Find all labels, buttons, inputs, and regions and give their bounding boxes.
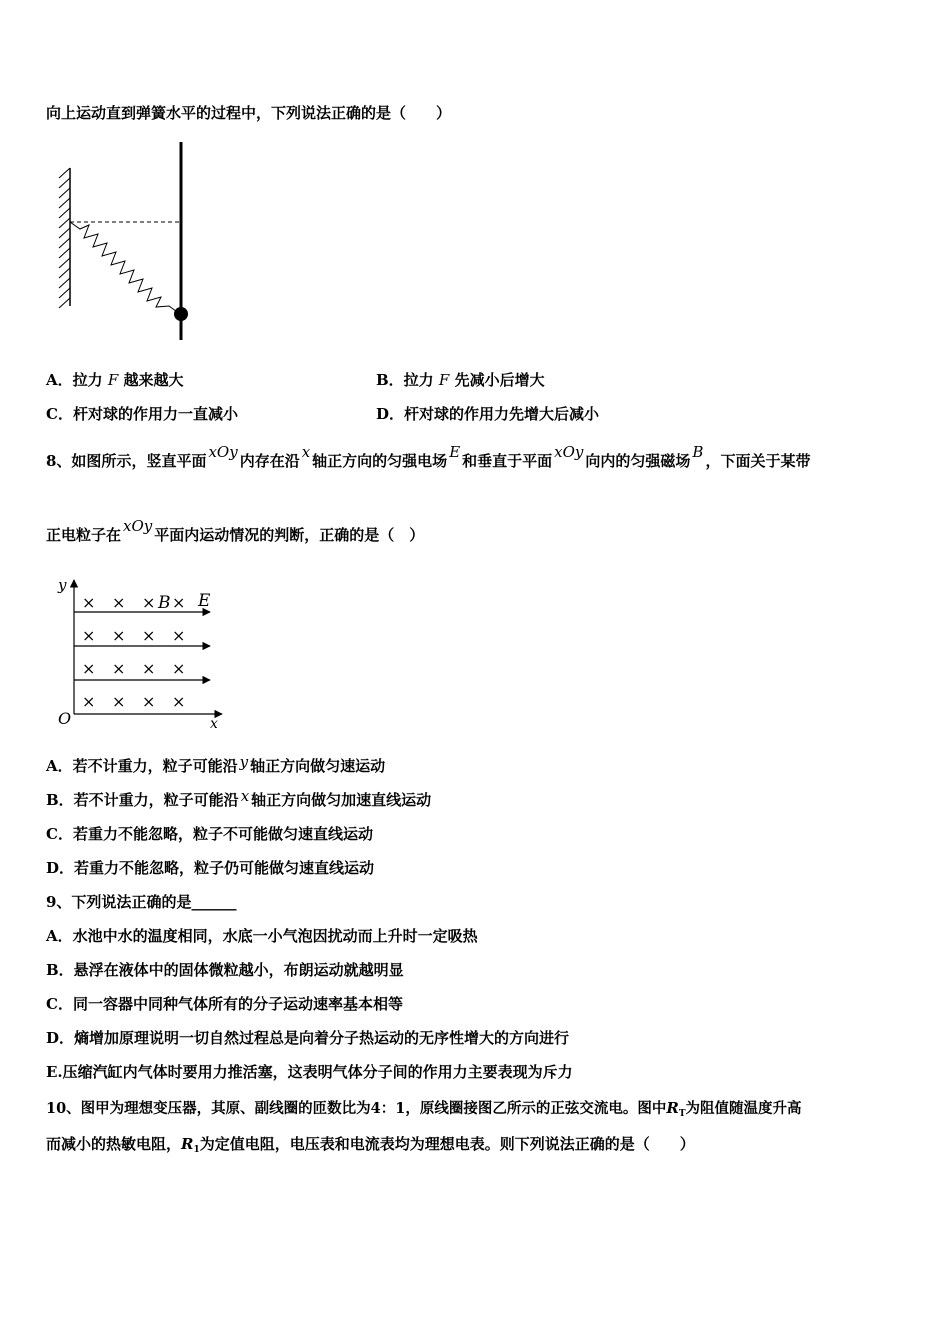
cross: ×: [82, 659, 96, 678]
label-B: B: [158, 593, 171, 613]
q9-option-c: C．同一容器中同种气体所有的分子运动速率基本相等: [46, 995, 403, 1013]
label-E: E: [198, 591, 211, 611]
cross: ×: [172, 659, 186, 678]
label-O: O: [58, 709, 72, 728]
cross: ×: [172, 692, 186, 711]
q8-option-b: B．若不计重力，粒子可能沿 x 轴正方向做匀加速直线运动: [46, 787, 432, 809]
q8-option-a: A．若不计重力，粒子可能沿 y 轴正方向做匀速运动: [46, 753, 386, 775]
cross: ×: [112, 659, 126, 678]
cross: ×: [82, 692, 96, 711]
cross: ×: [142, 593, 156, 612]
cross: ×: [82, 593, 96, 612]
q9-option-d: D．熵增加原理说明一切自然过程总是向着分子热运动的无序性增大的方向进行: [46, 1029, 570, 1047]
q10-stem-line1: 10、图甲为理想变压器，其原、副线圈的匝数比为4：1，原线圈接图乙所示的正弦交流电。图中$R_T$为阻值随温度升高: [46, 1099, 802, 1119]
cross: ×: [82, 626, 96, 645]
wall-hatching: [59, 168, 70, 308]
cross: ×: [172, 593, 186, 612]
cross: ×: [142, 626, 156, 645]
q8-stem-line1: 8、如图所示，竖直平面 xOy 内存在沿 x 轴正方向的匀强电场 E 和垂直于平面 xOy 向内的匀强磁场 B ，下面关于某带: [46, 443, 811, 470]
cross: ×: [142, 659, 156, 678]
q10-stem-line2: 而减小的热敏电阻，$R_1$为定值电阻，电压表和电流表均为理想电表。则下列说法正确的是（ ）: [46, 1135, 695, 1155]
q9-option-b: B．悬浮在液体中的固体微粒越小，布朗运动就越明显: [46, 961, 404, 979]
label-x: x: [210, 716, 218, 732]
q8-stem-line2: 正电粒子在 xOy 平面内运动情况的判断，正确的是（ ）: [46, 517, 425, 544]
q7-option-b: B．拉力 F 先减小后增大: [376, 371, 545, 389]
cross: ×: [112, 626, 126, 645]
q8-field-figure: [54, 574, 234, 734]
q9-option-e: E.压缩汽缸内气体时要用力推活塞，这表明气体分子间的作用力主要表现为斥力: [46, 1063, 573, 1081]
spring: [70, 222, 180, 314]
q7-option-a: A．拉力 F 越来越大: [46, 371, 184, 389]
cross: ×: [112, 593, 126, 612]
ball: [174, 307, 188, 321]
label-y: y: [58, 576, 67, 594]
q7-option-c: C．杆对球的作用力一直减小: [46, 405, 238, 423]
cross: ×: [142, 692, 156, 711]
q7-option-d: D．杆对球的作用力先增大后减小: [376, 405, 600, 423]
cross: ×: [112, 692, 126, 711]
cross: ×: [172, 626, 186, 645]
q8-option-c: C．若重力不能忽略，粒子不可能做匀速直线运动: [46, 825, 373, 843]
q9-stem: 9、下列说法正确的是______: [46, 893, 237, 911]
q9-option-a: A．水池中水的温度相同，水底一小气泡因扰动而上升时一定吸热: [46, 927, 478, 945]
q7-spring-figure: [54, 138, 204, 343]
q7-stem: 向上运动直到弹簧水平的过程中，下列说法正确的是（ ）: [46, 104, 452, 122]
q8-option-d: D．若重力不能忽略，粒子仍可能做匀速直线运动: [46, 859, 375, 877]
